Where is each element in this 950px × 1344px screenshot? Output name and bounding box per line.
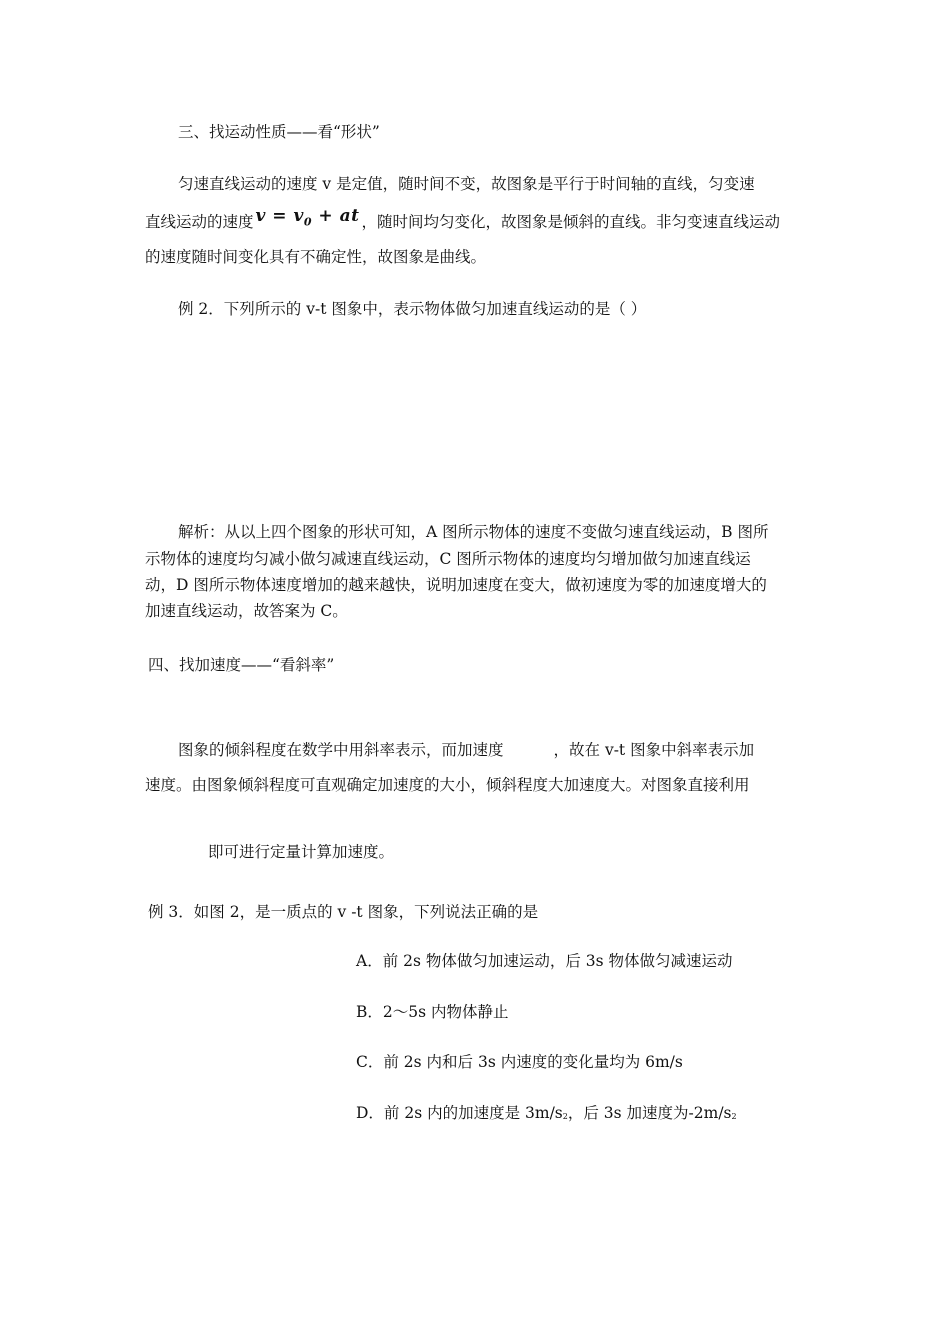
example-2-question: 例 2．下列所示的 v-t 图象中，表示物体做匀加速直线运动的是（ ） [178,300,647,318]
section-4-heading: 四、找加速度——“看斜率” [148,656,335,674]
option-d-superscript-1: 2 [562,1112,568,1121]
section-3-paragraph-text-a: 直线运动的速度 [145,213,254,231]
section-3-paragraph-line-2 [145,206,780,238]
section-4-line-2: 速度。由图象倾斜程度可直观确定加速度的大小，倾斜程度大加速度大。对图象直接利用 [145,776,750,794]
section-3-paragraph-text-b: ，随时间均匀变化，故图象是倾斜的直线。非匀变速直线运动 [361,213,780,231]
section-3-paragraph-line-1: 匀速直线运动的速度 v 是定值，随时间不变，故图象是平行于时间轴的直线，匀变速 [178,175,755,193]
velocity-formula: $v = v_0$ + at [255,206,360,229]
section-3-paragraph-line-3: 的速度随时间变化具有不确定性，故图象是曲线。 [145,248,487,266]
section-4-line-1-text-a: 图象的倾斜程度在数学中用斜率表示，而加速度 [178,741,504,759]
example-3-option-c: C．前 2s 内和后 3s 内速度的变化量均为 6m/s [356,1053,683,1071]
option-d-text-a: D．前 2s 内的加速度是 3m/s [356,1104,563,1122]
section-4-line-1-text-b: ，故在 v-t 图象中斜率表示加 [553,741,755,759]
analysis-line-2: 示物体的速度均匀减小做匀减速直线运动，C 图所示物体的速度均匀增加做匀加速直线运 [145,550,751,568]
section-4-line-1 [178,740,754,760]
option-d-text-b: ，后 3s 加速度为-2m/s [567,1104,732,1122]
option-d-superscript-2: 2 [731,1112,737,1121]
example-3-option-a: A．前 2s 物体做匀加速运动，后 3s 物体做匀减速运动 [356,952,733,970]
section-4-line-3: 即可进行定量计算加速度。 [208,843,395,861]
analysis-line-4: 加速直线运动，故答案为 C。 [145,602,348,620]
example-3-question: 例 3．如图 2，是一质点的 v -t 图象，下列说法正确的是 [148,903,539,921]
example-3-option-d [356,1103,737,1126]
example-3-option-b: B．2～5s 内物体静止 [356,1003,509,1021]
analysis-line-1: 解析：从以上四个图象的形状可知，A 图所示物体的速度不变做匀速直线运动，B 图所 [178,523,769,541]
analysis-line-3: 动，D 图所示物体速度增加的越来越快，说明加速度在变大，做初速度为零的加速度增大的 [145,576,767,594]
section-3-heading: 三、找运动性质——看“形状” [178,123,380,141]
